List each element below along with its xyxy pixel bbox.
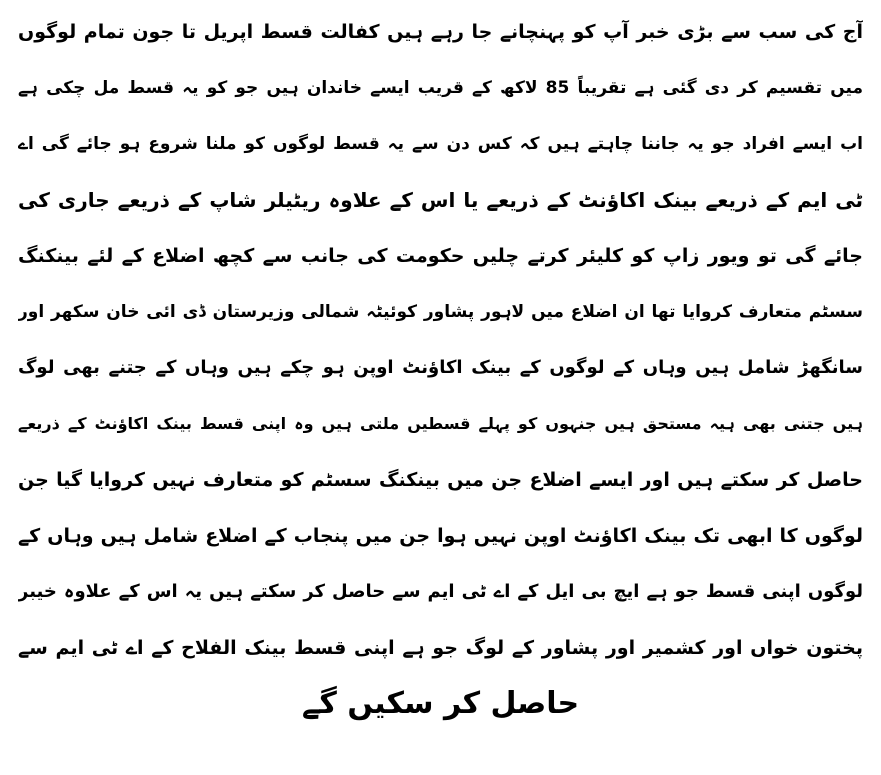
text-line-11: لوگوں اپنی قسط جو ہے ایچ بی ایل کے اے ٹی ایم سے حاصل کر سکتے ہیں یہ اس کے علاوہ خیبر [18,581,863,602]
text-line-4: ٹی ایم کے ذریعے بینک اکاؤنٹ کے ذریعے یا اس کے علاوہ ریٹیلر شاپ کے ذریعے جاری کی [18,188,863,212]
text-line-3: اب ایسے افراد جو یہ جاننا چاہتے ہیں کہ کس دن سے یہ قسط لوگوں کو ملنا شروع ہو جائے گی اے [18,134,863,154]
text-line-5: جائے گی تو ویور زاپ کو کلیئر کرتے چلیں حکومت کی جانب سے کچھ اضلاع کے لئے بینکنگ [18,245,863,267]
text-line-6: سسٹم متعارف کروایا تھا ان اضلاع میں لاہور پشاور کوئیٹہ شمالی وزیرستان ڈی ائی خان سکھر اور [18,302,863,322]
text-line-7: سانگھڑ شامل ہیں وہاں کے لوگوں کے بینک اکاؤنٹ اوپن ہو چکے ہیں وہاں کے جتنے بھی لوگ [18,357,863,378]
text-line-12: پختون خواں اور کشمیر اور پشاور کے لوگ جو ہے اپنی قسط بینک الفلاح کے اے ٹی ایم سے [18,637,863,659]
text-line-8: ہیں جتنی بھی ہیہ مستحق ہیں جنہوں کو پہلے قسطیں ملتی ہیں وہ اپنی قسط بینک اکاؤنٹ کے ذریعے [18,414,863,433]
text-line-1: آج کی سب سے بڑی خبر آپ کو پہنچانے جا رہے ہیں کفالت قسط اپریل تا جون تمام لوگوں [18,21,863,43]
text-line-9: حاصل کر سکتے ہیں اور ایسے اضلاع جن میں بینکنگ سسٹم کو متعارف نہیں کروایا گیا جن [18,469,863,491]
text-line-10: لوگوں کا ابھی تک بینک اکاؤنٹ اوپن نہیں ہوا جن میں پنجاب کے اضلاع شامل ہیں وہاں کے [18,525,863,547]
text-line-2: میں تقسیم کر دی گئی ہے تقریباً 85 لاکھ کے قریب ایسے خاندان ہیں جو کو یہ قسط مل چکی ہے [18,78,863,98]
text-line-13: حاصل کر سکیں گے [301,686,580,721]
